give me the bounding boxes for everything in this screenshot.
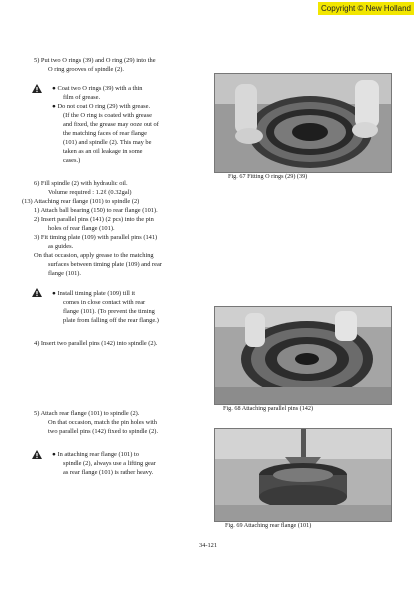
- caution-1-line-3: ● Do not coat O ring (29) with grease.: [52, 103, 151, 110]
- step-6-line-2: Volume required : 1.2ℓ (0.32gal): [48, 189, 132, 196]
- caution-1-line-7: (101) and spindle (2). This may be: [63, 139, 152, 146]
- caution-3-line-3: as rear flange (101) is rather heavy.: [63, 469, 154, 476]
- fig-68-photo: [214, 306, 392, 405]
- caution-1-line-9: cases.): [63, 157, 81, 164]
- step-2-line-2: holes of rear flange (101).: [48, 225, 115, 232]
- step-2-line-1: 2) Insert parallel pins (141) (2 pcs) into the pin: [34, 216, 154, 223]
- step-5b-line-1: 5) Attach rear flange (101) to spindle (2).: [34, 410, 140, 417]
- copyright-banner: Copyright © New Holland: [318, 2, 414, 15]
- caution-1-line-1: ● Coat two O rings (39) with a thin: [52, 85, 143, 92]
- caution-2-line-1: ● Install timing plate (109) till it: [52, 290, 136, 297]
- caution-icon: [32, 450, 42, 459]
- occasion-line-1: On that occasion, apply grease to the matching: [34, 252, 154, 259]
- caution-1-line-2: film of grease.: [63, 94, 101, 101]
- step-1: 1) Attach ball bearing (150) to rear flange (101).: [34, 207, 158, 214]
- step-5b-line-2: On that occasion, match the pin holes with: [48, 419, 157, 426]
- step-5-line-1: 5) Put two O rings (39) and O ring (29) into the: [34, 57, 156, 64]
- caution-2-line-4: plate from falling off the rear flange.): [63, 317, 159, 324]
- fig-67-caption: Fig. 67 Fitting O rings (29) (39): [228, 173, 308, 180]
- fig-68-caption: Fig. 68 Attaching parallel pins (142): [223, 405, 314, 412]
- occasion-line-2: surfaces between timing plate (109) and rear: [48, 261, 162, 268]
- step-3-line-1: 3) Fit timing plate (109) with parallel pins (141): [34, 234, 158, 241]
- step-5b-line-3: two parallel pins (142) fixed to spindle (2).: [48, 428, 159, 435]
- caution-1-line-4: (If the O ring is coated with grease: [63, 112, 152, 119]
- caution-1-line-5: and fixed, the grease may ooze out of: [63, 121, 159, 128]
- caution-icon: [32, 84, 42, 93]
- caution-2-line-3: flange (101). (To prevent the timing: [63, 308, 155, 315]
- fig-69-photo: [214, 428, 392, 522]
- caution-2-line-2: comes in close contact with rear: [63, 299, 146, 306]
- caution-icon: [32, 288, 42, 297]
- step-4: 4) Insert two parallel pins (142) into spindle (2).: [34, 340, 158, 347]
- page-number: 34-121: [198, 542, 218, 549]
- step-6-line-1: 6) Fill spindle (2) with hydraulic oil.: [34, 180, 128, 187]
- step-3-line-2: as guides.: [48, 243, 74, 250]
- section-13-heading: (13) Attaching rear flange (101) to spindle (2): [22, 198, 140, 205]
- fig-67-photo: [214, 73, 392, 173]
- caution-1-line-8: taken as an oil leakage in some: [63, 148, 143, 155]
- step-5-line-2: O ring grooves of spindle (2).: [48, 66, 124, 73]
- fig-69-caption: Fig. 69 Attaching rear flange (101): [225, 522, 312, 529]
- occasion-line-3: flange (101).: [48, 270, 82, 277]
- caution-3-line-1: ● In attaching rear flange (101) to: [52, 451, 139, 458]
- caution-3-line-2: spindle (2), always use a lifting gear: [63, 460, 156, 467]
- caution-1-line-6: the matching faces of rear flange: [63, 130, 147, 137]
